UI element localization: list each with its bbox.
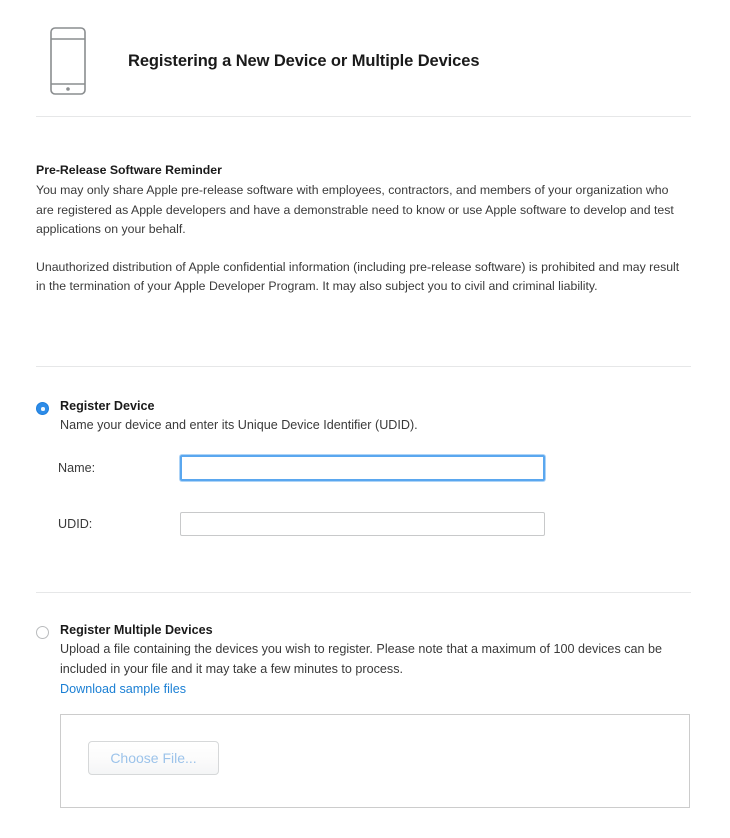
udid-input[interactable]: [180, 512, 545, 536]
divider-reminder: [36, 366, 691, 367]
option-register-device-body: [36, 398, 696, 436]
radio-register-multiple-devices[interactable]: [36, 626, 49, 639]
radio-register-device[interactable]: [36, 402, 49, 415]
option-register-multiple-devices-body: [36, 622, 696, 699]
page-title: Registering a New Device or Multiple Devices: [128, 51, 480, 70]
pre-release-reminder: [36, 162, 684, 297]
name-field-label: Name:: [58, 461, 96, 475]
mobile-device-icon: [50, 27, 86, 95]
udid-field-label: UDID:: [58, 517, 93, 531]
download-sample-files-link[interactable]: Download sample files: [60, 682, 186, 696]
divider-options: [36, 592, 691, 593]
name-field-row: [58, 455, 545, 481]
option-register-multiple-devices[interactable]: [36, 622, 696, 699]
divider-header: [36, 116, 691, 117]
option-register-multiple-devices-title: Register Multiple Devices: [60, 623, 213, 637]
reminder-title: Pre-Release Software Reminder: [36, 163, 222, 177]
file-upload-area[interactable]: [60, 714, 690, 808]
reminder-paragraph-1: You may only share Apple pre-release software with employees, contractors, and members of your organization who are registered as Apple developers and have a demonstrable need to know or use Apple software to develop and test applications on your behalf.: [36, 183, 674, 236]
page-header: [36, 18, 696, 104]
name-input[interactable]: [180, 455, 545, 481]
reminder-paragraph-2: Unauthorized distribution of Apple confidential information (including pre-release software) is prohibited and may result in the termination of your Apple Developer Program. It may also subject you to civil and criminal liability.: [36, 259, 680, 293]
udid-field-row: [58, 512, 545, 536]
option-register-multiple-devices-description: Upload a file containing the devices you wish to register. Please note that a maximum of 100 devices can be included in your file and it may take a few minutes to process.: [60, 642, 663, 676]
option-register-device[interactable]: [36, 398, 696, 436]
choose-file-button[interactable]: Choose File...: [88, 741, 219, 775]
option-register-device-description: Name your device and enter its Unique Device Identifier (UDID).: [60, 418, 418, 432]
option-register-device-title: Register Device: [60, 399, 155, 413]
